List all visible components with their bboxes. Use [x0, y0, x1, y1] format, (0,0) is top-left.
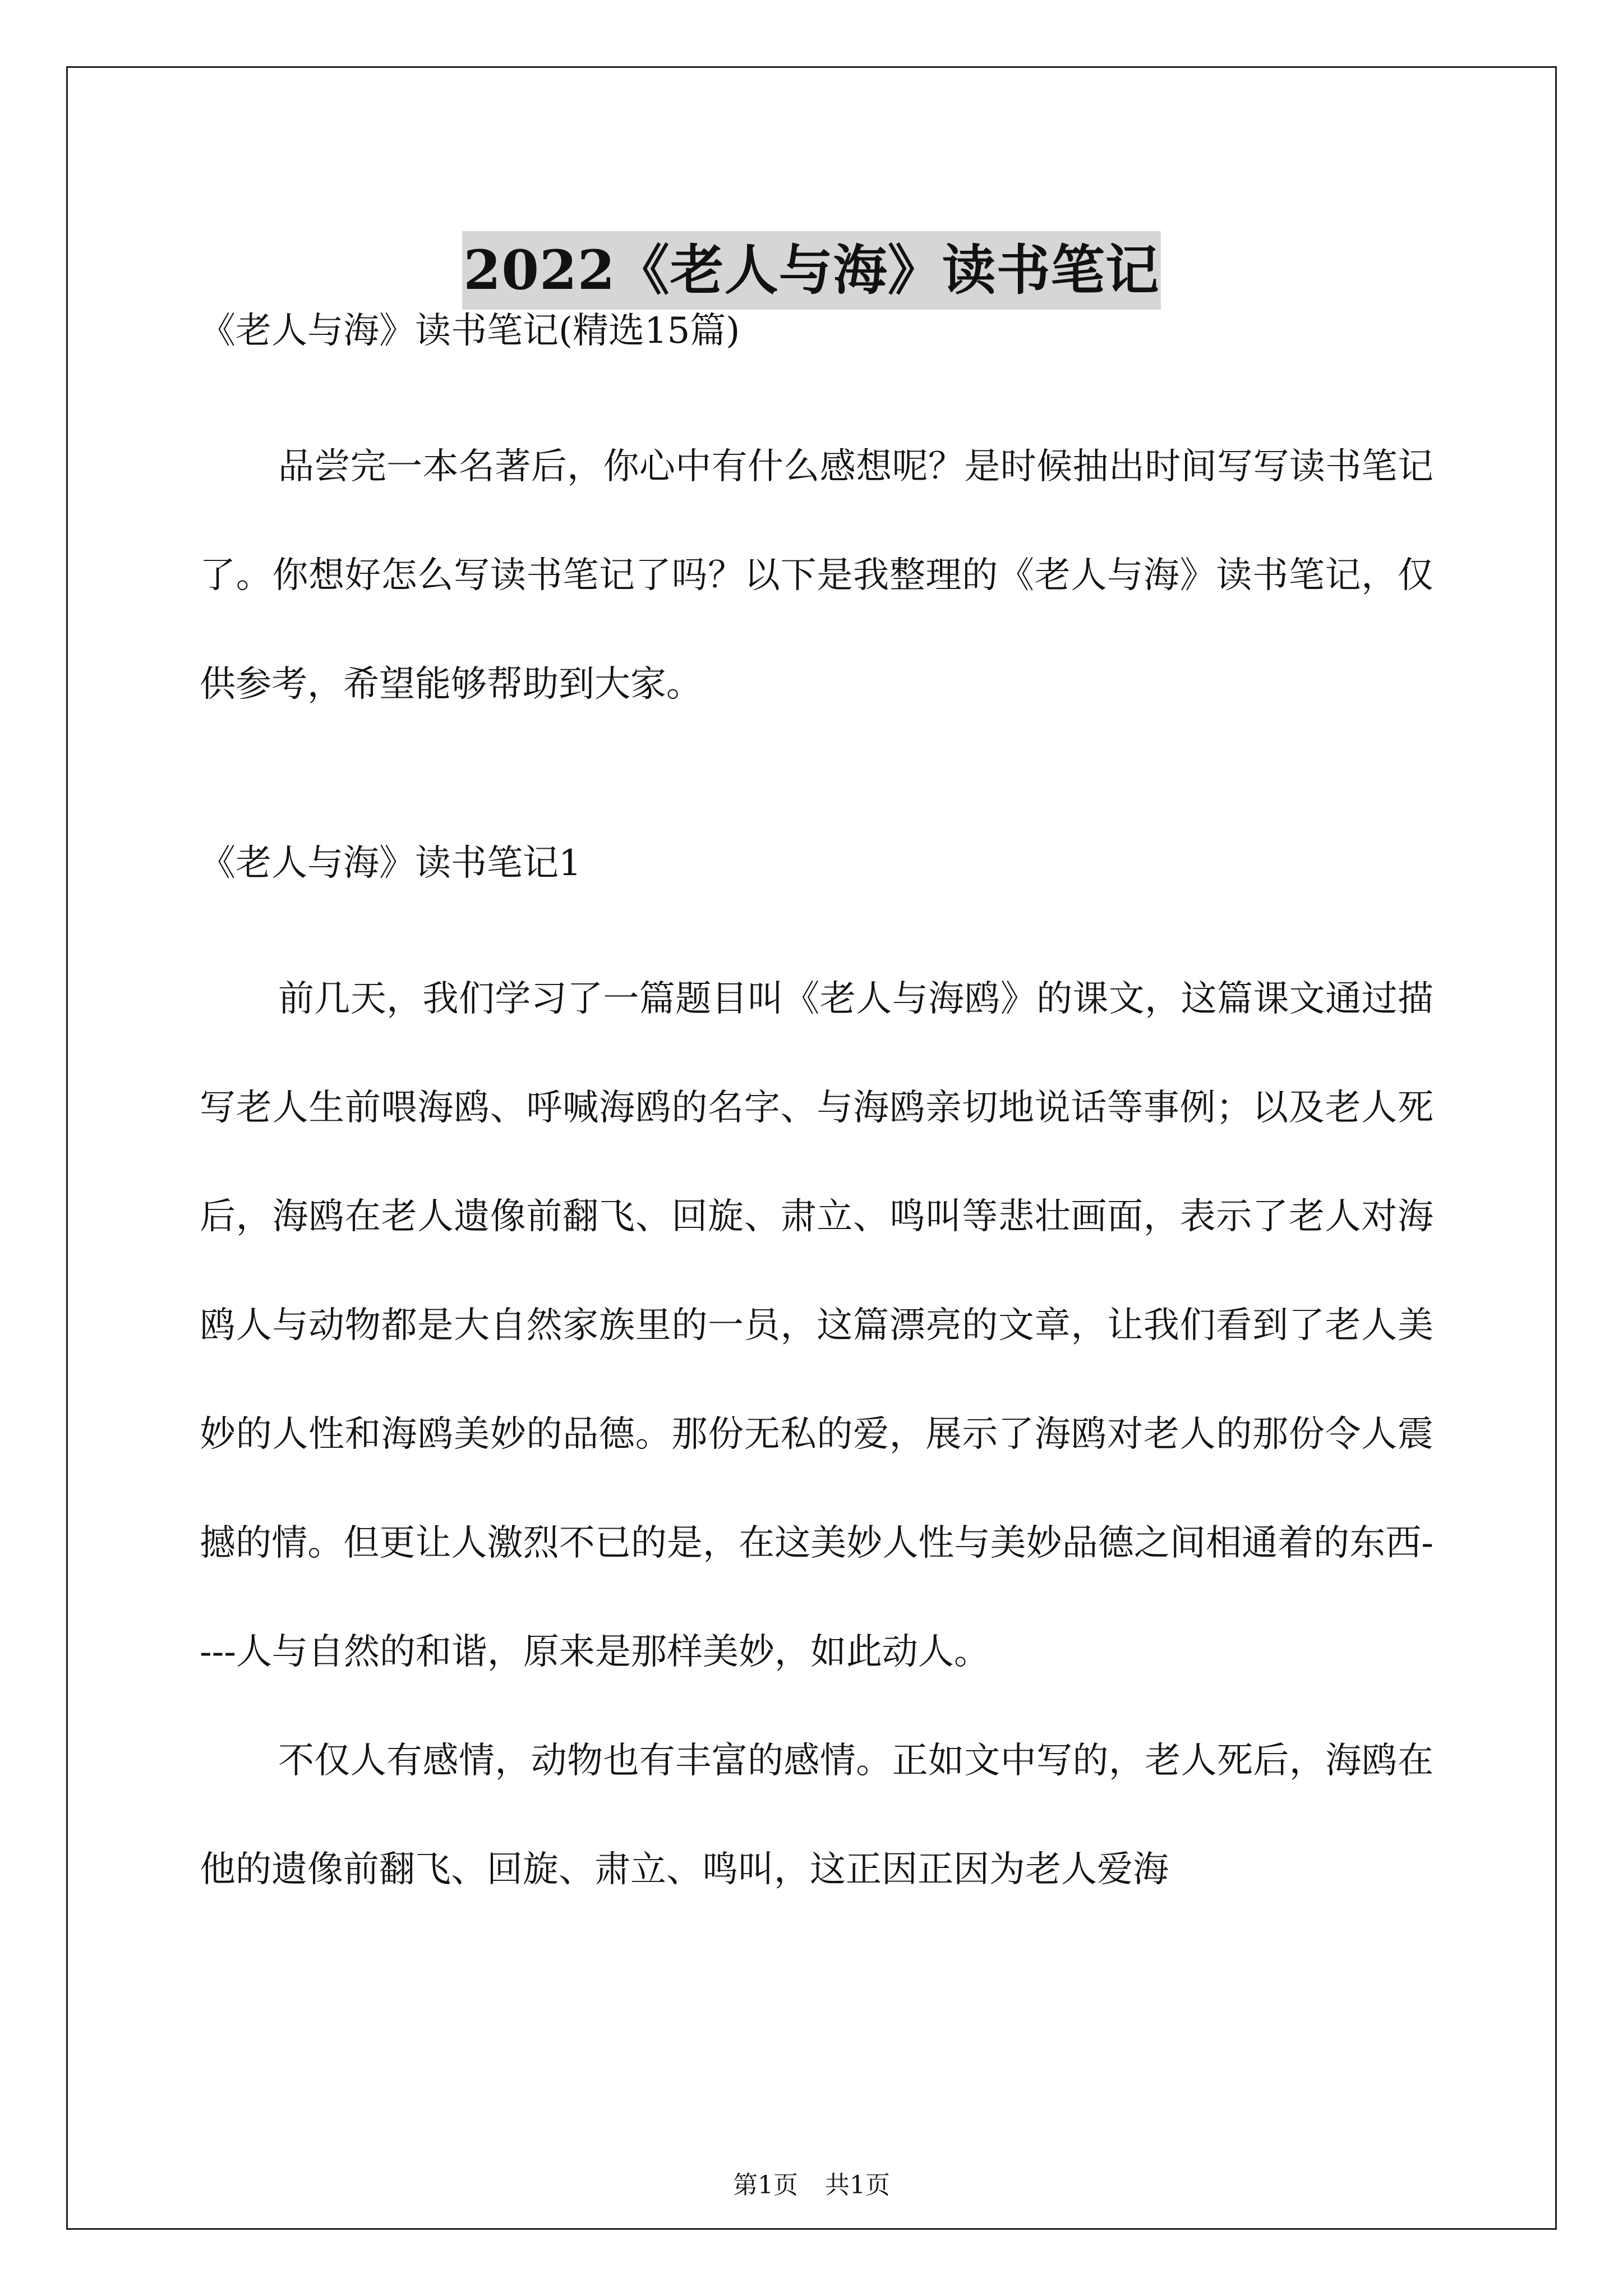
- intro-paragraph: 品尝完一本名著后，你心中有什么感想呢？是时候抽出时间写写读书笔记了。你想好怎么写读书笔记了吗？以下是我整理的《老人与海》读书笔记，仅供参考，希望能够帮助到大家。: [200, 446, 1433, 705]
- body-paragraph-1: 前几天，我们学习了一篇题目叫《老人与海鸥》的课文，这篇课文通过描写老人生前喂海鸥、呼喊海鸥的名字、与海鸥亲切地说话等事例；以及老人死后，海鸥在老人遗像前翻飞、回旋、肃立、鸣叫等悲壮画面，表示了老人对海鸥人与动物都是大自然家族里的一员，这篇漂亮的文章，让我们看到了老人美妙的人性和海鸥美妙的品德。那份无私的爱，展示了海鸥对老人的那份令人震撼的情。但更让人激烈不已的是，在这美妙人性与美妙品德之间相通着的东西----人与自然的和谐，原来是那样美妙，如此动人。: [200, 978, 1433, 1673]
- page-total: 共1页: [825, 2171, 890, 2200]
- page-number: 第1页: [733, 2171, 798, 2200]
- body-paragraph-2: 不仅人有感情，动物也有丰富的感情。正如文中写的，老人死后，海鸥在他的遗像前翻飞、回旋、肃立、鸣叫，这正因正因为老人爱海: [200, 1740, 1433, 1890]
- page-footer: [0, 2169, 1623, 2202]
- section-heading: 《老人与海》读书笔记1: [200, 843, 582, 884]
- document-subtitle: 《老人与海》读书笔记(精选15篇): [200, 310, 740, 352]
- document-body: [200, 303, 1433, 1924]
- document-title: 2022《老人与海》读书笔记: [462, 231, 1160, 310]
